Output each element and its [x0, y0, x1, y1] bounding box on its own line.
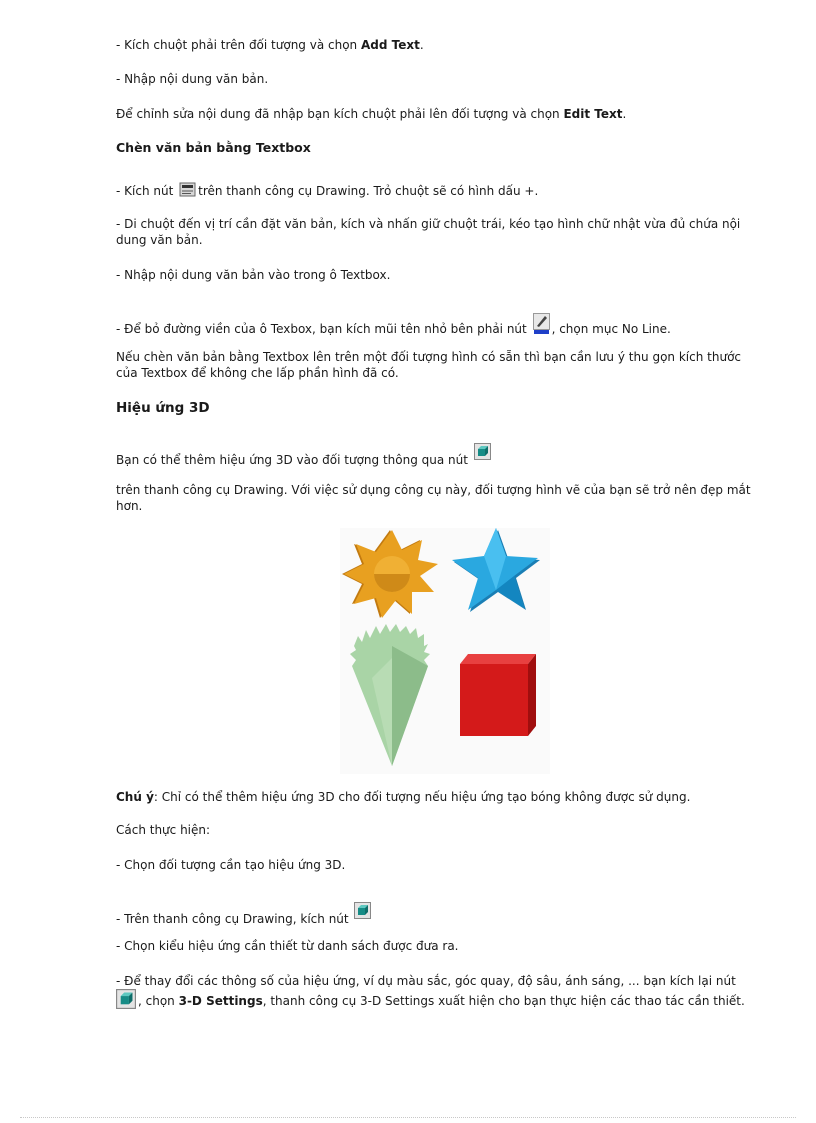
bold-term: 3-D Settings: [178, 994, 263, 1008]
paragraph-enter-textbox: - Nhập nội dung văn bản vào trong ô Textbox.: [116, 268, 391, 282]
text: - Kích chuột phải trên đối tượng và chọn: [116, 38, 361, 52]
text: , thanh công cụ 3-D Settings xuất hiện cho bạn thực hiện các thao tác cần thiết.: [262, 994, 745, 1008]
paragraph-click-3d-button: [116, 902, 764, 927]
text: .: [419, 38, 424, 52]
bold-term: Add Text: [360, 38, 420, 52]
textbox-icon: [179, 181, 196, 198]
paragraph-edit-text: [116, 106, 764, 122]
text: , chọn: [138, 994, 179, 1008]
3d-style-icon: [354, 902, 371, 919]
text: - Để bỏ đường viền của ô Texbox, bạn kích mũi tên nhỏ bên phải nút: [116, 322, 531, 336]
text: Để chỉnh sửa nội dung đã nhập bạn kích chuột phải lên đối tượng và chọn: [116, 107, 564, 121]
bold-term: Edit Text: [563, 107, 623, 121]
3d-style-icon: [116, 989, 136, 1009]
section-heading-textbox: Chèn văn bản bằng Textbox: [116, 140, 311, 155]
paragraph-textbox-button: [116, 181, 764, 199]
paragraph-3d-settings: [116, 973, 764, 1009]
paragraph-no-line: [116, 313, 764, 337]
paragraph-choose-style: - Chọn kiểu hiệu ứng cần thiết từ danh sách được đưa ra.: [116, 939, 459, 953]
3d-cone-shape: [350, 624, 430, 766]
line-color-icon: [533, 313, 550, 335]
paragraph-select-object: - Chọn đối tượng cần tạo hiệu ứng 3D.: [116, 858, 346, 872]
text: - Kích nút: [116, 184, 178, 198]
text: - Để thay đổi các thông số của hiệu ứng, ví dụ màu sắc, góc quay, độ sâu, ánh sáng, ... bạn kích lại nút: [116, 974, 736, 988]
paragraph-3d-description: trên thanh công cụ Drawing. Với việc sử dụng công cụ này, đối tượng hình vẽ của bạn sẽ trở nên đẹp mắt hơn.: [116, 483, 751, 513]
3d-star-shape: [452, 528, 540, 612]
3d-cube-shape: [460, 654, 536, 736]
3d-sun-shape: [342, 530, 438, 618]
3d-style-icon: [474, 443, 491, 460]
text: .: [622, 107, 627, 121]
text: trên thanh công cụ Drawing. Trỏ chuột sẽ có hình dấu +.: [198, 184, 539, 198]
section-heading-3d: Hiệu ứng 3D: [116, 400, 210, 416]
paragraph-enter-content: - Nhập nội dung văn bản.: [116, 72, 269, 86]
paragraph-how-to: Cách thực hiện:: [116, 823, 211, 837]
text: , chọn mục No Line.: [551, 322, 671, 336]
paragraph-add-text: [116, 37, 764, 53]
text: - Trên thanh công cụ Drawing, kích nút: [116, 912, 353, 926]
3d-shapes-figure: [340, 528, 550, 774]
bold-term: Chú ý: [116, 790, 154, 804]
text: : Chỉ có thể thêm hiệu ứng 3D cho đối tượng nếu hiệu ứng tạo bóng không được sử dụng.: [153, 790, 691, 804]
text: Bạn có thể thêm hiệu ứng 3D vào đối tượng thông qua nút: [116, 453, 472, 467]
paragraph-3d-button: [116, 443, 764, 468]
paragraph-drag-rectangle: - Di chuột đến vị trí cần đặt văn bản, kích và nhấn giữ chuột trái, kéo tạo hình chữ nhật vừa đủ chứa nội dung văn bản.: [116, 217, 741, 247]
page-divider: [20, 1117, 796, 1118]
paragraph-note: [116, 789, 764, 805]
paragraph-textbox-note: Nếu chèn văn bản bằng Textbox lên trên một đối tượng hình có sẵn thì bạn cần lưu ý thu gọn kích thước của Textbox để không che lấp phần hình đã có.: [116, 350, 742, 380]
